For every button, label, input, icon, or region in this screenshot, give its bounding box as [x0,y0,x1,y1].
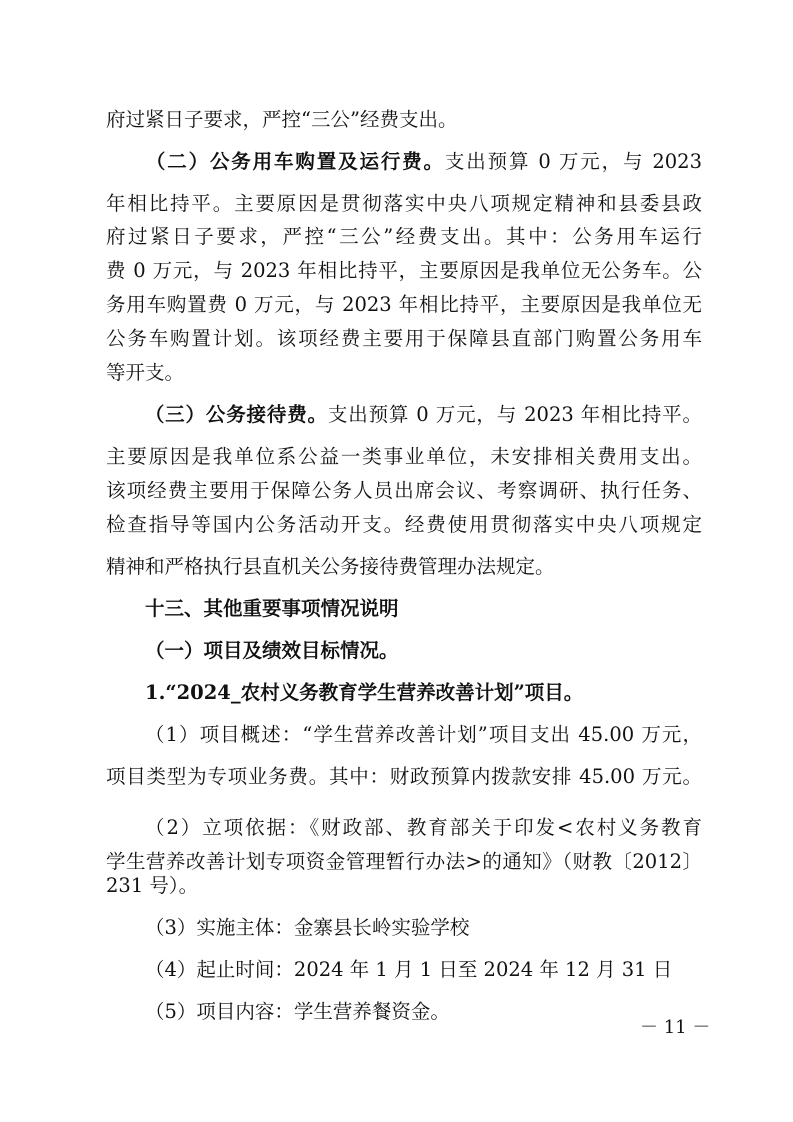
paragraph-line: 费 0 万元，与 2023 年相比持平，主要原因是我单位无公务车。公 [106,259,702,282]
paragraph-line: （5）项目内容：学生营养餐资金。 [145,1000,450,1023]
section-heading: （一）项目及绩效目标情况。 [145,639,399,662]
paragraph-text: 支出预算 0 万元，与 2023 [444,150,702,173]
paragraph-line: 年相比持平。主要原因是贯彻落实中央八项规定精神和县委县政 [106,192,702,215]
paragraph-line: 府过紧日子要求，严控“三公”经费支出。 [106,108,458,131]
paragraph-line: （1）项目概述：“学生营养改善计划”项目支出 45.00 万元， [145,723,702,746]
paragraph-line: 公务车购置计划。该项经费主要用于保障县直部门购置公务用车 [106,327,702,350]
paragraph-line: （3）实施主体：金寨县长岭实验学校 [145,916,470,939]
paragraph-line: （2）立项依据：《财政部、教育部关于印发<农村义务教育 [145,816,702,839]
paragraph-line [106,148,702,176]
paragraph-line: 项目类型为专项业务费。其中：财政预算内拨款安排 45.00 万元。 [106,765,702,788]
paragraph-line: 等开支。 [106,361,185,384]
paragraph-line: 府过紧日子要求，严控“三公”经费支出。其中：公务用车运行 [106,225,702,248]
paragraph-line: 主要原因是我单位系公益一类事业单位，未安排相关费用支出。 [106,445,702,468]
section-heading: （二）公务用车购置及运行费。 [144,150,445,173]
paragraph-line [106,401,702,429]
paragraph-line: 务用车购置费 0 万元，与 2023 年相比持平，主要原因是我单位无 [106,293,702,316]
paragraph-text: 支出预算 0 万元，与 2023 年相比持平。 [327,403,702,426]
paragraph-line: （4）起止时间：2024 年 1 月 1 日至 2024 年 12 月 31 日 [145,958,673,981]
paragraph-line: 学生营养改善计划专项资金管理暂行办法>的通知》（财教〔2012〕 [106,850,702,873]
section-heading: （三）公务接待费。 [144,403,328,426]
project-title: 1.“2024_农村义务教育学生营养改善计划”项目。 [145,681,584,704]
paragraph-line: 检查指导等国内公务活动开支。经费使用贯彻落实中央八项规定 [106,513,702,536]
paragraph-line: 该项经费主要用于保障公务人员出席会议、考察调研、执行任务、 [106,479,702,502]
paragraph-line: 精神和严格执行县直机关公务接待费管理办法规定。 [106,555,555,578]
chapter-heading: 十三、其他重要事项情况说明 [145,597,399,620]
page-number: － 11 － [640,1017,711,1038]
paragraph-line: 231 号）。 [106,874,199,897]
